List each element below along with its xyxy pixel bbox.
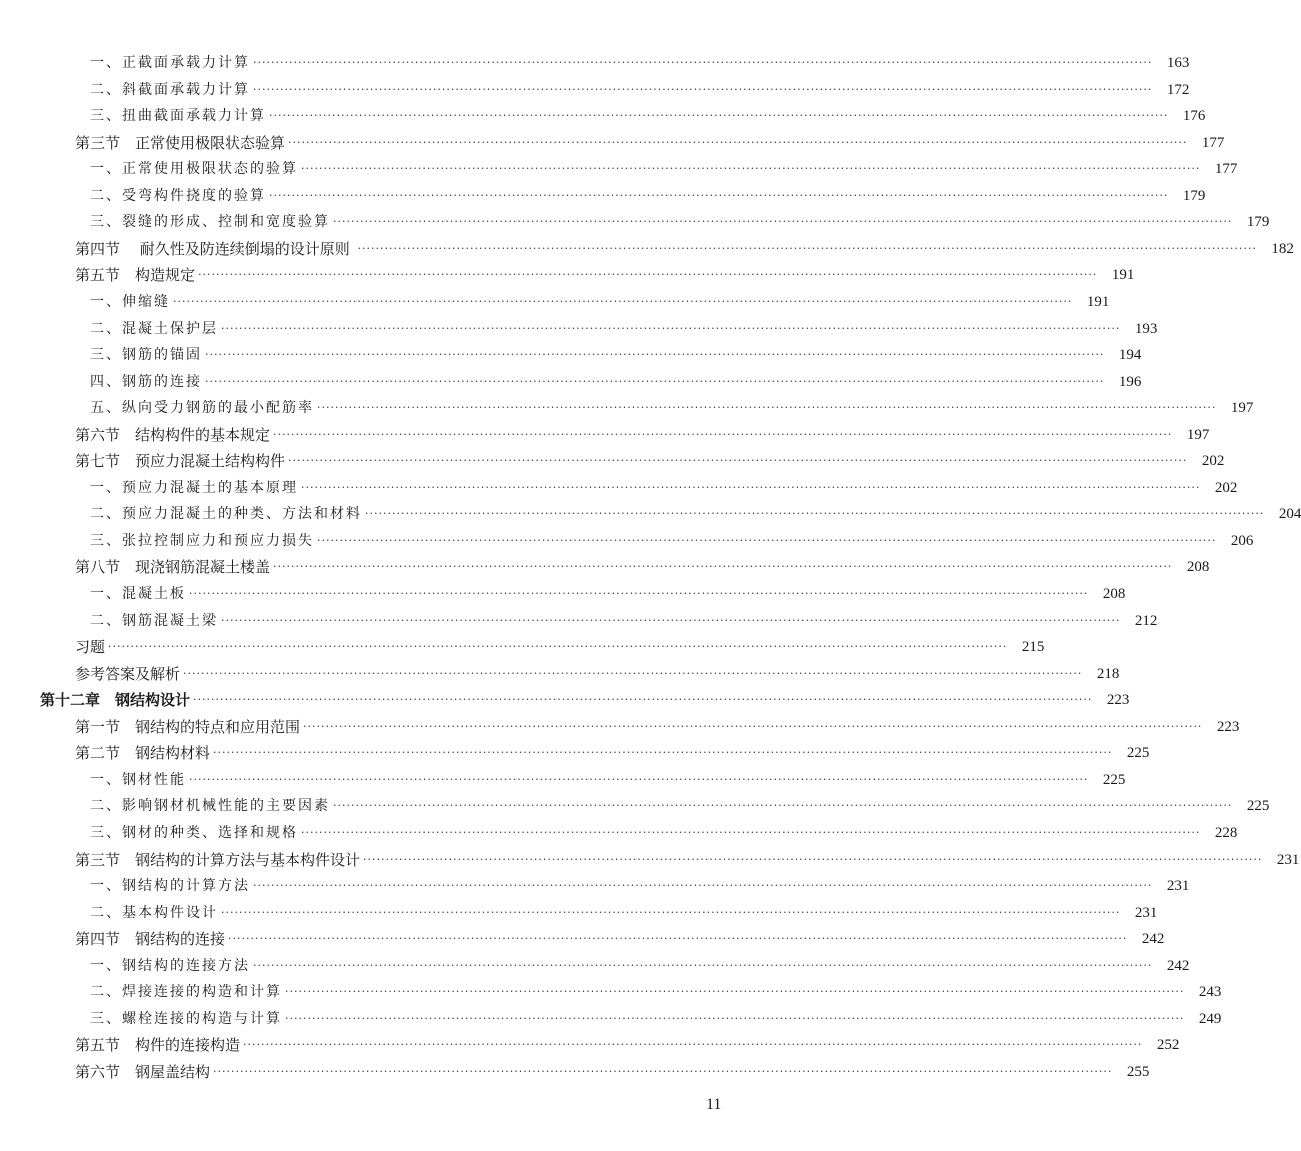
toc-entry[interactable] [0,581,1126,607]
toc-entry-page: 197 [1186,426,1210,443]
toc-entry-title: 三、钢筋的锚固 [90,347,202,364]
dot-leader: ········································································································································································································ [189,587,1089,600]
toc-entry[interactable] [0,953,1190,979]
toc-entry[interactable] [0,661,1120,687]
toc-entry-page: 255 [1126,1063,1150,1080]
toc-entry-page: 176 [1182,108,1206,125]
dot-leader: ········································································································································································································ [253,56,1153,69]
toc-entry-page: 193 [1134,320,1158,337]
toc-entry-page: 197 [1230,400,1254,417]
toc-entry-title: 一、伸缩缝 [90,293,170,310]
toc-entry-title: 第五节 构件的连接构造 [75,1036,241,1055]
dot-leader: ········································································································································································································ [285,1011,1185,1025]
toc-entry-title: 第四节 耐久性及防连续倒塌的设计原则 [75,239,355,258]
dot-leader: ········································································································································································································ [189,772,1089,786]
toc-entry-page: 231 [1166,878,1190,895]
toc-entry[interactable] [0,740,1150,766]
toc-entry-page: 204 [1278,506,1301,523]
dot-leader: ········································································································································································································ [288,454,1188,468]
toc-entry-title: 一、钢材性能 [90,771,186,788]
dot-leader: ········································································································································································································ [363,852,1263,866]
toc-entry-page: 177 [1201,134,1225,151]
toc-entry[interactable] [0,130,1225,156]
toc-entry-title: 第六节 钢屋盖结构 [75,1062,211,1081]
toc-entry-page: 163 [1166,55,1190,71]
toc-entry-title: 一、预应力混凝土的基本原理 [90,479,298,496]
toc-entry-title: 二、预应力混凝土的种类、方法和材料 [90,506,362,523]
toc-entry-title: 第三节 钢结构的计算方法与基本构件设计 [75,850,361,869]
toc-entry[interactable] [0,873,1190,899]
toc-entry[interactable] [0,1006,1222,1032]
toc-entry-title: 第五节 构造规定 [75,266,196,285]
toc-entry-page: 242 [1166,957,1190,974]
toc-entry[interactable] [0,501,1301,527]
toc-entry-title: 第八节 现浇钢筋混凝土楼盖 [75,558,271,577]
toc-entry[interactable] [0,316,1158,342]
dot-leader: ········································································································································································································ [205,348,1105,362]
toc-entry-title: 二、基本构件设计 [90,904,218,921]
toc-entry[interactable] [0,448,1225,474]
toc-entry-title: 五、纵向受力钢筋的最小配筋率 [90,400,314,417]
toc-entry-page: 202 [1214,479,1238,496]
toc-entry-title: 三、钢材的种类、选择和规格 [90,824,298,841]
toc-entry-title: 二、混凝土保护层 [90,320,218,337]
toc-entry[interactable] [0,528,1254,554]
toc-entry-page: 206 [1230,532,1254,549]
toc-entry-page: 179 [1182,187,1206,204]
toc-entry-page: 208 [1186,559,1210,576]
toc-entry-title: 三、张拉控制应力和预应力损失 [90,532,314,549]
toc-entry-title: 三、螺栓连接的构造与计算 [90,1010,282,1027]
toc-entry-title: 二、受弯构件挠度的验算 [90,187,266,204]
dot-leader: ········································································································································································································ [269,188,1169,202]
toc-entry-page: 179 [1246,214,1270,231]
toc-entry-page: 194 [1118,347,1142,364]
toc-entry[interactable] [0,183,1206,209]
toc-entry-title: 一、正截面承载力计算 [90,55,250,71]
toc-entry[interactable] [0,687,1130,713]
toc-entry[interactable] [0,608,1158,634]
toc-entry-title: 第二节 钢结构材料 [75,744,211,763]
dot-leader: ········································································································································································································ [221,905,1121,919]
toc-entry-page: 225 [1102,771,1126,788]
dot-leader: ········································································································································································································ [317,533,1217,547]
dot-leader: ········································································································································································································ [301,825,1201,839]
toc-entry[interactable] [0,979,1222,1005]
toc-entry-title: 一、钢结构的计算方法 [90,878,250,895]
toc-entry[interactable] [0,422,1210,448]
toc-entry-page: 196 [1118,373,1142,390]
toc-entry[interactable] [0,236,1294,262]
toc-entry-page: 225 [1246,798,1270,815]
toc-entry-title: 三、扭曲截面承载力计算 [90,108,266,125]
toc-entry-page: 242 [1141,931,1165,948]
toc-entry-page: 177 [1214,161,1238,178]
dot-leader: ········································································································································································································ [198,268,1098,282]
toc-entry-page: 223 [1216,718,1240,735]
toc-entry-title: 第一节 钢结构的特点和应用范围 [75,717,301,736]
dot-leader: ········································································································································································································ [333,215,1233,229]
toc-entry[interactable] [0,289,1110,315]
dot-leader: ········································································································································································································ [108,640,1008,654]
toc-entry[interactable] [0,820,1238,846]
toc-entry-page: 225 [1126,745,1150,762]
dot-leader: ········································································································································································································ [301,162,1201,176]
dot-leader: ········································································································································································································ [273,427,1173,441]
dot-leader: ········································································································································································································ [288,135,1188,149]
toc-entry[interactable] [0,209,1270,235]
toc-entry-title: 三、裂缝的形成、控制和宽度验算 [90,214,330,231]
dot-leader: ········································································································································································································ [213,1064,1113,1078]
toc-entry-page: 223 [1106,692,1130,709]
dot-leader: ········································································································································································································ [221,321,1121,335]
dot-leader: ········································································································································································································ [333,799,1233,813]
toc-entry-title: 第十二章 钢结构设计 [40,691,191,710]
dot-leader: ········································································································································································································ [317,401,1217,415]
toc-entry[interactable] [0,50,1190,76]
toc-entry[interactable] [0,1032,1180,1058]
toc-entry-page: 249 [1198,1010,1222,1027]
page-number: 11 [706,1096,722,1113]
toc-entry[interactable] [0,395,1254,421]
toc-entry-title: 二、斜截面承载力计算 [90,81,250,98]
toc-entry[interactable] [0,1059,1150,1085]
dot-leader: ········································································································································································································ [253,82,1153,96]
toc-entry-title: 参考答案及解析 [75,664,181,683]
toc-entry-page: 215 [1021,639,1045,656]
toc-entry-page: 202 [1201,453,1225,470]
toc-entry[interactable] [0,77,1190,103]
toc-entry-page: 231 [1134,904,1158,921]
toc-entry-title: 四、钢筋的连接 [90,373,202,390]
toc-entry-page: 252 [1156,1037,1180,1054]
dot-leader: ········································································································································································································ [357,241,1257,255]
toc-entry[interactable] [0,262,1135,288]
toc-entry-title: 习题 [75,638,106,657]
toc-entry-title: 二、焊接连接的构造和计算 [90,984,282,1001]
toc-entry-page: 228 [1214,824,1238,841]
toc-entry[interactable] [0,900,1158,926]
toc-entry-title: 二、影响钢材机械性能的主要因素 [90,798,330,815]
toc-entry[interactable] [0,369,1142,395]
toc-entry-page: 182 [1271,240,1294,257]
toc-entry[interactable] [0,793,1270,819]
toc-entry-page: 191 [1086,293,1110,310]
dot-leader: ········································································································································································································ [303,719,1203,733]
dot-leader: ········································································································································································································ [269,109,1169,123]
toc-entry-page: 212 [1134,612,1158,629]
dot-leader: ········································································································································································································ [205,374,1105,388]
toc-entry-title: 第四节 钢结构的连接 [75,930,226,949]
dot-leader: ········································································································································································································ [228,932,1128,946]
toc-entry[interactable] [0,342,1142,368]
toc-entry-title: 第三节 正常使用极限状态验算 [75,133,286,152]
dot-leader: ········································································································································································································ [273,560,1173,574]
toc-entry-page: 218 [1096,665,1120,682]
dot-leader: ········································································································································································································ [365,507,1265,521]
dot-leader: ········································································································································································································ [253,879,1153,893]
toc-entry-title: 第七节 预应力混凝土结构构件 [75,452,286,471]
toc-entry[interactable] [0,926,1165,952]
dot-leader: ········································································································································································································ [183,666,1083,680]
toc-entry-page: 231 [1276,851,1300,868]
dot-leader: ········································································································································································································ [253,958,1153,972]
toc-entry[interactable] [0,156,1238,182]
toc-entry[interactable] [0,634,1045,660]
toc-entry-page: 208 [1102,586,1126,602]
dot-leader: ········································································································································································································ [301,480,1201,494]
toc-entry[interactable] [0,554,1210,580]
toc-entry-title: 一、正常使用极限状态的验算 [90,161,298,178]
dot-leader: ········································································································································································································ [243,1038,1143,1052]
toc-entry[interactable] [0,767,1126,793]
dot-leader: ········································································································································································································ [173,294,1073,308]
toc-entry[interactable] [0,714,1240,740]
toc-entry-page: 243 [1198,984,1222,1001]
dot-leader: ········································································································································································································ [285,985,1185,999]
toc-entry[interactable] [0,475,1238,501]
toc-entry[interactable] [0,847,1300,873]
dot-leader: ········································································································································································································ [193,693,1093,707]
toc-entry-title: 第六节 结构构件的基本规定 [75,425,271,444]
toc-entry[interactable] [0,103,1206,129]
toc-entry-title: 一、钢结构的连接方法 [90,957,250,974]
dot-leader: ········································································································································································································ [213,746,1113,760]
toc-entry-page: 172 [1166,81,1190,98]
toc-entry-page: 191 [1111,267,1135,284]
dot-leader: ········································································································································································································ [221,613,1121,627]
toc-entry-title: 一、混凝土板 [90,586,186,602]
toc-entry-title: 二、钢筋混凝土梁 [90,612,218,629]
